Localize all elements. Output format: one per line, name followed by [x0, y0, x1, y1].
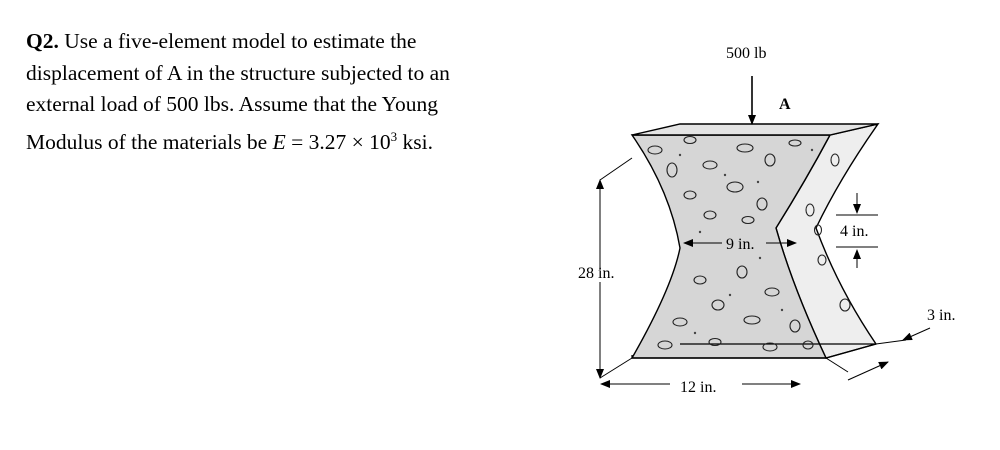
height-label: 28 in. — [578, 265, 615, 282]
modulus-exponent: 3 — [390, 128, 398, 144]
depth-label: 3 in. — [927, 307, 956, 324]
question-line-2: displacement of A in the structure subjected to an — [26, 60, 450, 85]
modulus-symbol: E — [272, 129, 286, 154]
depth-dimension — [903, 328, 930, 340]
point-a-label: A — [779, 96, 791, 113]
neck-width-label: 9 in. — [726, 236, 755, 253]
modulus-unit: ksi. — [397, 129, 433, 154]
modulus-value: = 3.27 × 10 — [285, 129, 391, 154]
base-width-label: 12 in. — [680, 379, 717, 396]
neck-height-label: 4 in. — [840, 223, 869, 240]
question-line-3: external load of 500 lbs. Assume that the Young — [26, 92, 439, 116]
question-line-1: Use a five-element model to estimate the — [58, 29, 417, 53]
question-number: Q2. — [26, 29, 59, 53]
question-line-4-prefix: Modulus of the materials be — [26, 129, 273, 154]
load-label: 500 lb — [726, 45, 767, 62]
